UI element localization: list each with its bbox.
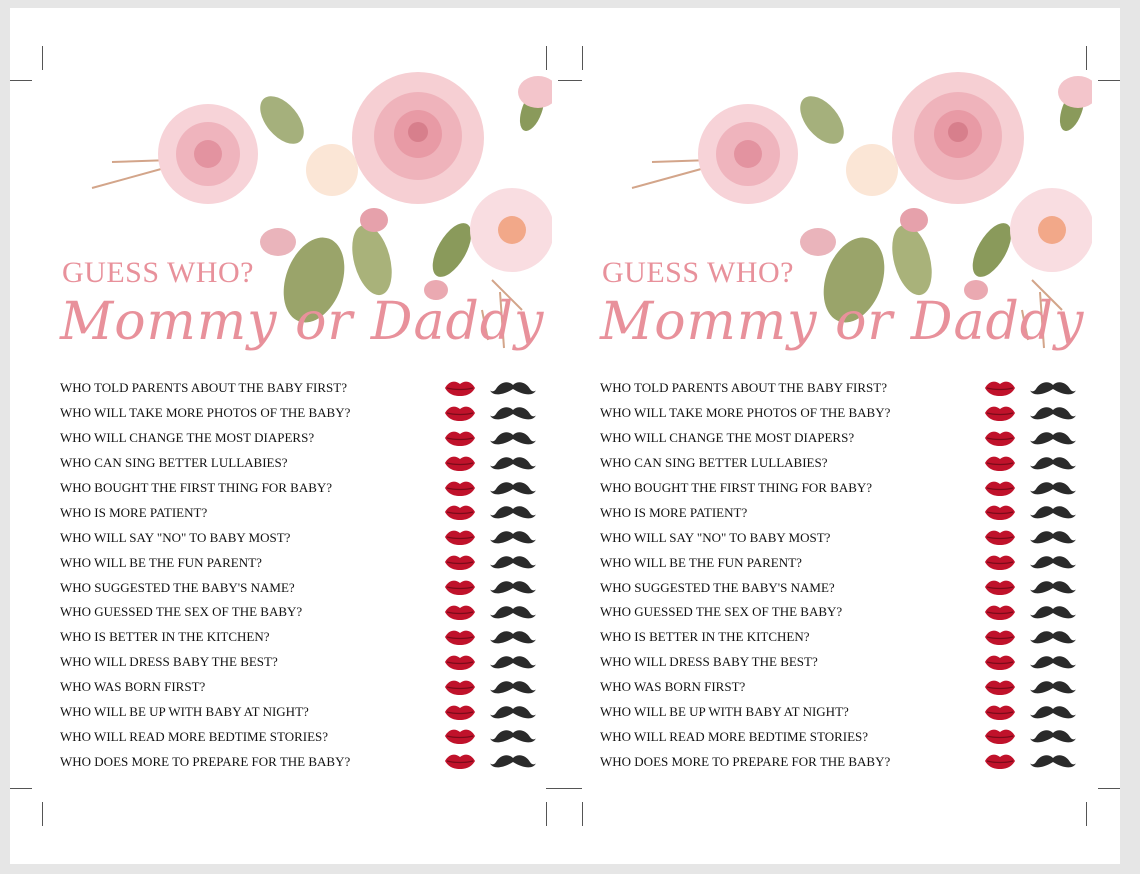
mustache-icon [490,753,536,769]
question-row [60,724,540,749]
question-row [60,451,540,476]
question-row [60,476,540,501]
red-lips-icon [444,479,476,497]
red-lips-icon [984,703,1016,721]
question-text: WHO WILL BE UP WITH BABY AT NIGHT? [60,704,309,720]
question-text: WHO BOUGHT THE FIRST THING FOR BABY? [60,480,333,495]
red-lips-icon [444,404,476,422]
question-text: WHO WILL CHANGE THE MOST DIAPERS? [600,430,855,446]
question-text: WHO WILL SAY "NO" TO BABY MOST? [60,529,291,545]
question-row [60,500,540,525]
crop-mark [1098,788,1120,789]
question-row [60,401,540,426]
crop-mark [10,80,32,81]
crop-mark [1086,802,1087,826]
red-lips-icon [984,454,1016,472]
question-text: WHO WAS BORN FIRST? [600,679,746,695]
red-lips-icon [444,603,476,621]
question-text: WHO IS MORE PATIENT? [600,504,748,520]
red-lips-icon [984,528,1016,546]
question-row [600,525,1080,550]
question-text: WHO SUGGESTED THE BABY'S NAME? [600,579,835,595]
question-text: WHO IS MORE PATIENT? [60,504,208,520]
crop-mark [1098,80,1120,81]
question-row [600,675,1080,700]
question-text: WHO WILL BE THE FUN PARENT? [600,554,802,570]
question-text: WHO CAN SING BETTER LULLABIES? [60,455,288,471]
mustache-icon [490,430,536,446]
question-row [600,451,1080,476]
question-row [600,575,1080,600]
mustache-icon [490,704,536,720]
red-lips-icon [444,528,476,546]
question-text: WHO WILL BE UP WITH BABY AT NIGHT? [600,704,849,720]
crop-mark [42,802,43,826]
question-list [60,376,540,774]
crop-mark [546,46,547,70]
question-row [600,749,1080,774]
mustache-icon [1030,480,1076,496]
red-lips-icon [444,503,476,521]
question-text: WHO TOLD PARENTS ABOUT THE BABY FIRST? [60,380,347,396]
red-lips-icon [984,653,1016,671]
red-lips-icon [984,752,1016,770]
mustache-icon [490,554,536,570]
question-row [600,550,1080,575]
question-row [60,550,540,575]
crop-mark [10,788,32,789]
mustache-icon [490,405,536,421]
question-row [60,625,540,650]
question-text: WHO WILL DRESS BABY THE BEST? [600,654,818,670]
mustache-icon [490,480,536,496]
red-lips-icon [444,454,476,472]
red-lips-icon [444,752,476,770]
red-lips-icon [444,727,476,745]
guess-who-heading: GUESS WHO? [602,256,794,289]
mommy-or-daddy-title: Mommy or Daddy [600,292,1085,352]
question-text: WHO WILL READ MORE BEDTIME STORIES? [60,728,329,744]
crop-mark [1086,46,1087,70]
mustache-icon [1030,554,1076,570]
red-lips-icon [444,653,476,671]
question-row [600,600,1080,625]
mustache-icon [490,654,536,670]
question-row [60,426,540,451]
question-text: WHO WILL BE THE FUN PARENT? [60,554,262,570]
mustache-icon [490,380,536,396]
question-row [600,724,1080,749]
question-row [600,700,1080,725]
red-lips-icon [984,603,1016,621]
mustache-icon [1030,679,1076,695]
question-text: WHO WILL SAY "NO" TO BABY MOST? [600,529,831,545]
question-text: WHO DOES MORE TO PREPARE FOR THE BABY? [60,753,351,769]
mustache-icon [490,629,536,645]
red-lips-icon [984,503,1016,521]
question-row [60,600,540,625]
mustache-icon [1030,753,1076,769]
question-text: WHO BOUGHT THE FIRST THING FOR BABY? [600,480,873,495]
question-text: WHO WAS BORN FIRST? [60,679,206,695]
red-lips-icon [984,553,1016,571]
question-text: WHO WILL DRESS BABY THE BEST? [60,654,278,670]
question-text: WHO GUESSED THE SEX OF THE BABY? [60,604,303,620]
mustache-icon [490,529,536,545]
question-text: WHO DOES MORE TO PREPARE FOR THE BABY? [600,753,891,769]
question-row [60,675,540,700]
mustache-icon [1030,430,1076,446]
question-list [600,376,1080,774]
question-row [600,376,1080,401]
red-lips-icon [984,678,1016,696]
mustache-icon [490,455,536,471]
question-row [60,700,540,725]
question-row [600,650,1080,675]
question-text: WHO WILL READ MORE BEDTIME STORIES? [600,728,869,744]
crop-mark [582,802,583,826]
question-row [60,575,540,600]
red-lips-icon [984,429,1016,447]
crop-mark [546,802,547,826]
guess-who-heading: GUESS WHO? [62,256,254,289]
red-lips-icon [444,628,476,646]
question-row [60,749,540,774]
red-lips-icon [984,404,1016,422]
question-row [60,525,540,550]
question-text: WHO IS BETTER IN THE KITCHEN? [600,629,810,645]
crop-mark [558,80,582,81]
question-text: WHO SUGGESTED THE BABY'S NAME? [60,579,295,595]
mustache-icon [490,604,536,620]
mustache-icon [1030,704,1076,720]
question-row [600,401,1080,426]
red-lips-icon [444,578,476,596]
mustache-icon [490,679,536,695]
mustache-icon [1030,405,1076,421]
mustache-icon [1030,728,1076,744]
question-row [60,376,540,401]
question-text: WHO CAN SING BETTER LULLABIES? [600,455,828,471]
question-row [600,625,1080,650]
crop-mark [42,46,43,70]
game-card-left [52,70,552,786]
mustache-icon [1030,579,1076,595]
mustache-icon [1030,654,1076,670]
question-row [600,500,1080,525]
crop-mark [582,46,583,70]
mustache-icon [1030,380,1076,396]
question-row [600,426,1080,451]
red-lips-icon [984,628,1016,646]
question-text: WHO IS BETTER IN THE KITCHEN? [60,629,270,645]
red-lips-icon [444,429,476,447]
mustache-icon [1030,504,1076,520]
mustache-icon [490,504,536,520]
question-text: WHO WILL TAKE MORE PHOTOS OF THE BABY? [600,405,891,421]
red-lips-icon [444,703,476,721]
question-text: WHO WILL CHANGE THE MOST DIAPERS? [60,430,315,446]
red-lips-icon [444,379,476,397]
red-lips-icon [984,578,1016,596]
game-card-right [592,70,1092,786]
mustache-icon [490,579,536,595]
red-lips-icon [984,479,1016,497]
question-text: WHO TOLD PARENTS ABOUT THE BABY FIRST? [600,380,887,396]
question-text: WHO GUESSED THE SEX OF THE BABY? [600,604,843,620]
mommy-or-daddy-title: Mommy or Daddy [60,292,545,352]
red-lips-icon [444,678,476,696]
mustache-icon [490,728,536,744]
mustache-icon [1030,604,1076,620]
mustache-icon [1030,629,1076,645]
question-text: WHO WILL TAKE MORE PHOTOS OF THE BABY? [60,405,351,421]
question-row [60,650,540,675]
mustache-icon [1030,455,1076,471]
red-lips-icon [444,553,476,571]
question-row [600,476,1080,501]
mustache-icon [1030,529,1076,545]
red-lips-icon [984,379,1016,397]
red-lips-icon [984,727,1016,745]
crop-mark [546,788,582,789]
